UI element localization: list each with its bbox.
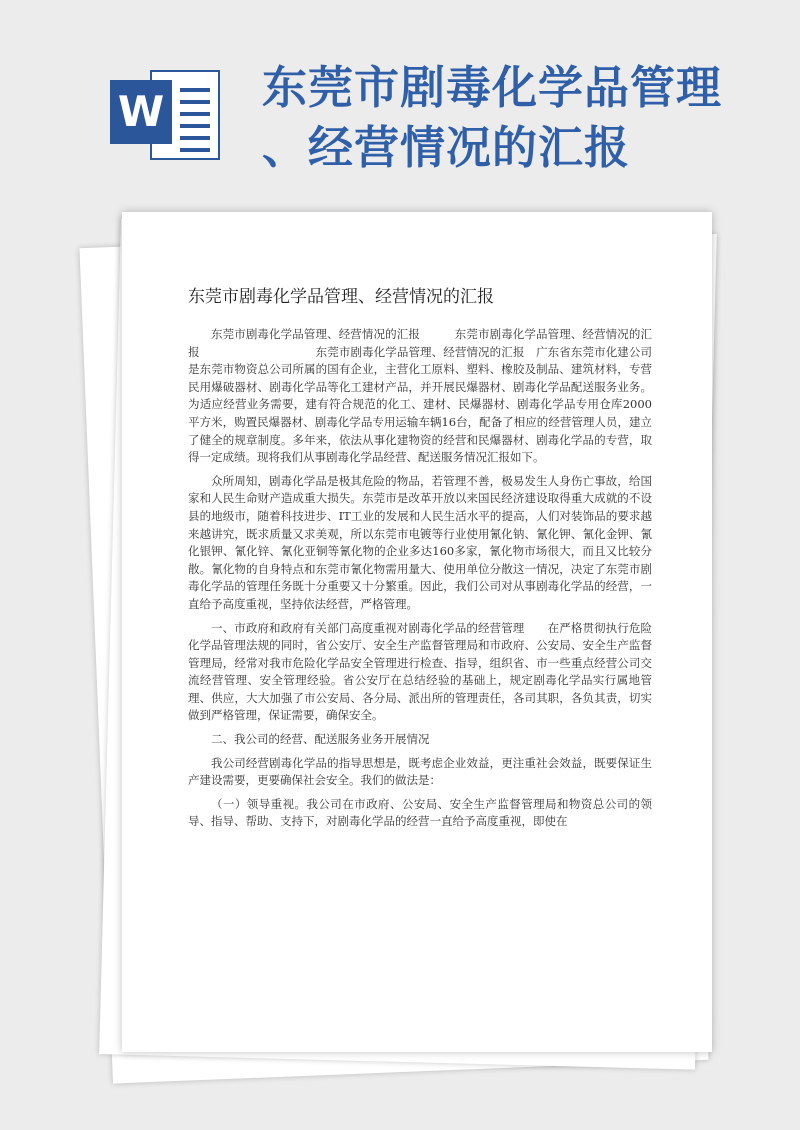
paragraph: 我公司经营剧毒化学品的指导思想是，既考虑企业效益，更注重社会效益，既要保证生产建设需要，更要确保社会安全。我们的做法是： — [188, 755, 652, 788]
document-title: 东莞市剧毒化学品管理、经营情况的汇报 — [188, 287, 494, 307]
document-page-preview — [122, 212, 712, 1052]
paragraph: 一、市政府和政府有关部门高度重视对剧毒化学品的经营管理 在严格贯彻执行危险化学品管理法规的同时，省公安厅、安全生产监督管理局和市政府、公安局、安全生产监督管理局，经常对我市危险化学品安全管理进行检查、指导，组织省、市一些重点经营公司交流经营管理、安全管理经验。省公安厅在总结经验的基础上，规定剧毒化学品实行属地管理、供应，大大加强了市公安局、各分局、派出所的管理责任，各司其职，各负其责，切实做到严格管理，保证需要，确保安全。 — [188, 620, 652, 723]
word-letter-tile: W — [110, 80, 172, 144]
document-body — [188, 326, 652, 837]
banner-title-line-1: 东莞市剧毒化学品管理 — [262, 61, 723, 114]
header-banner — [0, 0, 800, 210]
section-heading: 二、我公司的经营、配送服务业务开展情况 — [211, 732, 430, 747]
paragraph: 众所周知，剧毒化学品是极其危险的物品，若管理不善，极易发生人身伤亡事故，给国家和人民生命财产造成重大损失。东莞市是改革开放以来国民经济建设取得重大成就的不设县的地级市，随着科技进步、IT工业的发展和人民生活水平的提高，人们对装饰品的要求越来越讲究，既求质量又求美观，所以东莞市电镀等行业使用氰化钠、氰化钾、氰化金钾、氰化银钾、氰化锌、氰化亚铜等氰化物的企业多达160多家，氰化物市场很大，而且又比较分散。氰化物的自身特点和东莞市氰化物需用量大、使用单位分散这一情况，决定了东莞市剧毒化学品的管理任务既十分重要又十分繁重。因此，我们公司对从事剧毒化学品的经营，一直给予高度重视，坚持依法经营，严格管理。 — [188, 473, 652, 611]
banner-title-line-2: 、经营情况的汇报 — [262, 121, 631, 174]
paragraph: 东莞市剧毒化学品管理、经营情况的汇报 东莞市剧毒化学品管理、经营情况的汇报 东莞市剧毒化学品管理、经营情况的汇报 广东省东莞市化建公司是东莞市物资总公司所属的国有企业，主营化工原料、塑料、橡胶及制品、建筑材料，专营民用爆破器材、剧毒化学品等化工建材产品，并开展民爆器材、剧毒化学品配送服务业务。为适应经营业务需要，建有符合规范的化工、建材、民爆器材、剧毒化学品专用仓库2000平方米，购置民爆器材、剧毒化学品专用运输车辆16台，配备了相应的经营管理人员，建立了健全的规章制度。多年来，依法从事化建物资的经营和民爆器材、剧毒化学品的专营，取得一定成绩。现将我们从事剧毒化学品经营、配送服务情况汇报如下。 — [188, 327, 652, 465]
microsoft-word-icon — [110, 66, 222, 164]
banner-title — [262, 58, 732, 178]
paragraph: （一）领导重视。我公司在市政府、公安局、安全生产监督管理局和物资总公司的领导、指导、帮助、支持下，对剧毒化学品的经营一直给予高度重视，即使在 — [188, 796, 652, 829]
